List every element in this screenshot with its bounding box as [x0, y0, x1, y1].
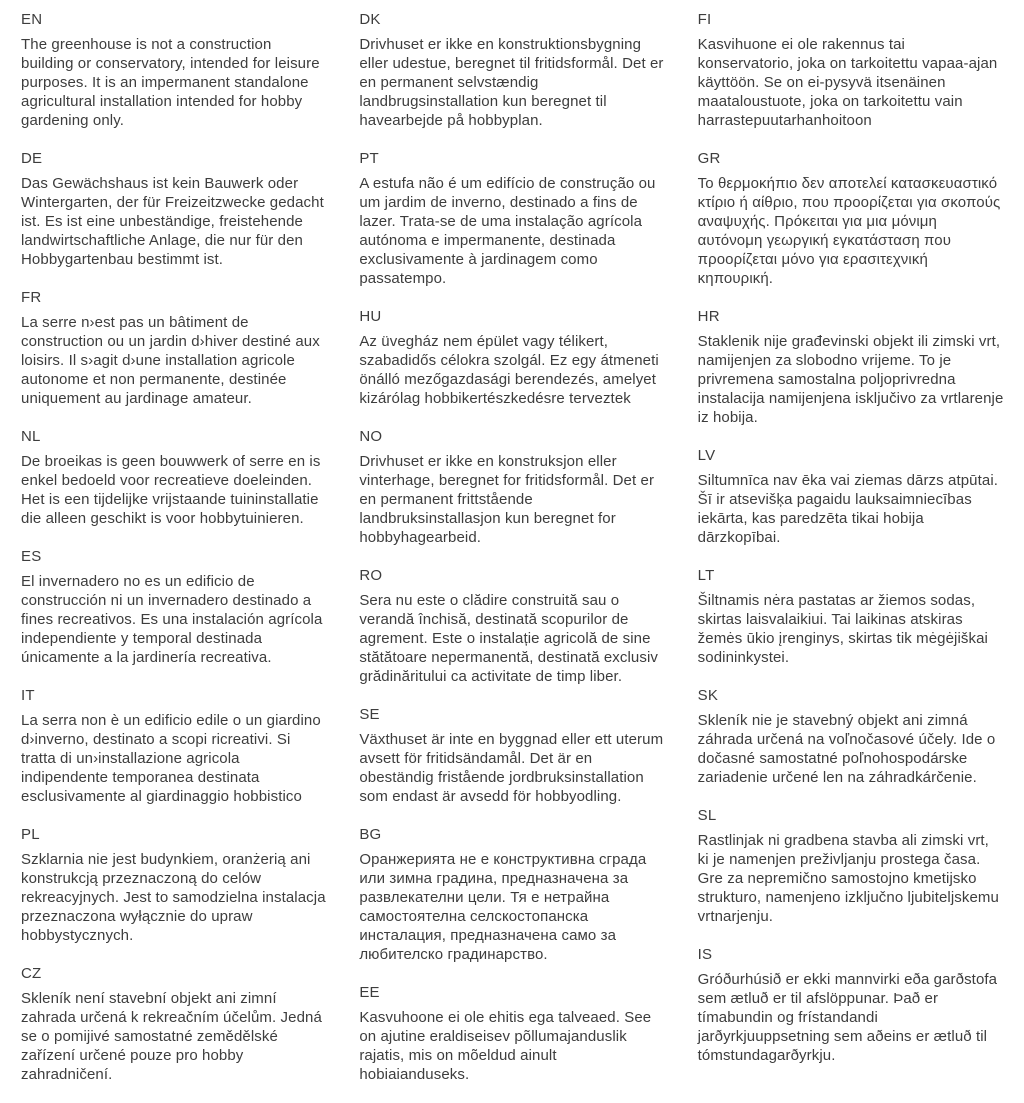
language-code: EE: [359, 984, 380, 1001]
language-text: Оранжерията не е конструктивна сграда или зимна градина, предназначена за развлекателни цели. Тя е нетрайна самостоятелна селскостопанска инсталация, предназначена само за любителско градинарство.: [359, 851, 647, 963]
language-entry: [21, 10, 327, 130]
column-right: [698, 10, 1004, 1103]
language-text: Siltumnīca nav ēka vai ziemas dārzs atpūtai. Šī ir atsevišķa pagaidu lauksaimniecības iekārta, kas paredzēta tikai hobija dārzkopībai.: [697, 472, 999, 546]
language-entry: [698, 686, 1004, 787]
language-code: LV: [697, 447, 716, 464]
language-text: Sera nu este o clădire construită sau o verandă închisă, destinată scopurilor de agrement. Este o instalație agricolă de sine stătătoare nepermanentă, destinată exclusiv grădinăritului ca activitate de timp liber.: [359, 592, 658, 685]
language-text: Drivhuset er ikke en konstruksjon eller vinterhage, beregnet for fritidsformål. Det er en permanent frittstående landbruksinstallasjon kun beregnet for hobbyhagearbeid.: [359, 453, 655, 546]
language-code: EN: [21, 11, 43, 28]
language-entry: [359, 427, 665, 547]
language-entry: [698, 566, 1004, 667]
language-entry: [21, 964, 327, 1084]
language-text: Drivhuset er ikke en konstruktionsbygning eller udestue, beregnet til fritidsformål. Det er en permanent selvstændig landbrugsinstallation kun beregnet til havearbejde på hobbyplan.: [359, 36, 664, 129]
language-code: DE: [21, 150, 43, 167]
language-entry: [698, 806, 1004, 926]
language-text: De broeikas is geen bouwwerk of serre en is enkel bedoeld voor recreatieve doeleinden. Het is een tijdelijke vrijstaande tuininstallatie die alleen geschikt is voor hobbytuinieren.: [21, 453, 321, 527]
language-entry: [21, 825, 327, 945]
language-code: HR: [697, 308, 720, 325]
language-code: BG: [359, 826, 382, 843]
language-code: HU: [359, 308, 382, 325]
language-entry: [359, 983, 665, 1084]
language-code: IT: [21, 687, 35, 704]
language-entry: [359, 705, 665, 806]
language-text: Szklarnia nie jest budynkiem, oranżerią ani konstrukcją przeznaczoną do celów rekreacyjnych. Jest to samodzielna instalacja przeznaczona wyłącznie do upraw hobbystycznych.: [21, 851, 326, 944]
language-entry: [698, 945, 1004, 1065]
language-text: Gróðurhúsið er ekki mannvirki eða garðstofa sem ætluð er til afslöppunar. Það er tímabundin og frístandandi jarðyrkjuuppsetning sem aðeins er ætluð til tómstundagarðyrkju.: [697, 971, 998, 1064]
language-text: La serre n›est pas un bâtiment de construction ou un jardin d›hiver destiné aux loisirs. Il s›agit d›une installation agricole autonome et non permanente, destinée uniquement au jardinage amateur.: [21, 314, 320, 407]
language-entry: [359, 10, 665, 130]
language-text: Rastlinjak ni gradbena stavba ali zimski vrt, ki je namenjen preživljanju prostega časa. Gre za nepremično samostojno kmetijsko strukturo, namenjeno izključno ljubiteljskemu vrtnarjenju.: [697, 832, 999, 925]
language-entry: [698, 446, 1004, 547]
language-text: Staklenik nije građevinski objekt ili zimski vrt, namijenjen za slobodno vrijeme. To je privremena samostalna poljoprivredna instalacija namijenjena isključivo za vrtlarenje iz hobija.: [697, 333, 1004, 426]
language-entry: [21, 149, 327, 269]
language-entry: [21, 686, 327, 806]
language-text: Kasvuhoone ei ole ehitis ega talveaed. See on ajutine eraldiseisev põllumajanduslik rajatis, mis on mõeldud ainult hobiaianduseks.: [359, 1009, 652, 1083]
language-entry: [21, 427, 327, 528]
language-entry: [359, 825, 665, 964]
language-text: El invernadero no es un edificio de construcción ni un invernadero destinado a fines recreativos. Es una instalación agrícola independiente y temporal destinada únicamente a la jardinería recreativa.: [21, 573, 323, 666]
language-code: LT: [697, 567, 715, 584]
language-code: FR: [21, 289, 42, 306]
language-text: Šiltnamis nėra pastatas ar žiemos sodas, skirtas laisvalaikiui. Tai laikinas atskiras žemės ūkio įrenginys, skirtas tik mėgėjiškai sodininkystei.: [697, 592, 988, 666]
language-code: SK: [697, 687, 719, 704]
language-code: SL: [697, 807, 717, 824]
language-code: GR: [697, 150, 721, 167]
language-code: CZ: [21, 965, 42, 982]
language-text: Az üvegház nem épület vagy télikert, szabadidős célokra szolgál. Ez egy átmeneti önálló mezőgazdasági berendezés, amelyet kizárólag hobbikertészkedésre terveztek: [359, 333, 659, 407]
language-entry: [698, 149, 1004, 288]
language-text: Kasvihuone ei ole rakennus tai konservatorio, joka on tarkoitettu vapaa-ajan käyttöön. Se on ei-pysyvä itsenäinen maataloustuote, joka on tarkoitettu vain harrastepuutarhanhoitoon: [697, 36, 998, 129]
language-entry: [359, 149, 665, 288]
language-text: The greenhouse is not a construction building or conservatory, intended for leisure purposes. It is an impermanent standalone agricultural installation intended for hobby gardening only.: [21, 36, 320, 129]
language-text: La serra non è un edificio edile o un giardino d›inverno, destinato a scopi ricreativi. Si tratta di un›installazione agricola indipendente temporanea destinata esclusivamente al giardinaggio hobbistico: [21, 712, 321, 805]
language-text: Skleník není stavební objekt ani zimní zahrada určená k rekreačním účelům. Jedná se o pomijivé samostatné zemědělské zařízení určené pouze pro hobby zahradničení.: [21, 990, 322, 1083]
language-code: DK: [359, 11, 381, 28]
language-text: Das Gewächshaus ist kein Bauwerk oder Wintergarten, der für Freizeitzwecke gedacht ist. Es ist eine unbeständige, freistehende landwirtschaftliche Anlage, die nur für den Hobbygartenbau bestimmt ist.: [21, 175, 324, 268]
language-code: PL: [21, 826, 40, 843]
language-code: NL: [21, 428, 41, 445]
language-text: Växthuset är inte en byggnad eller ett uterum avsett för fritidsändamål. Det är en obeständig fristående jordbruksinstallation som endast är avsedd för hobbyodling.: [359, 731, 664, 805]
language-code: PT: [359, 150, 379, 167]
language-entry: [21, 547, 327, 667]
language-entry: [359, 566, 665, 686]
language-entry: [698, 10, 1004, 130]
language-code: FI: [697, 11, 712, 28]
language-code: ES: [21, 548, 42, 565]
language-entry: [359, 307, 665, 408]
column-middle: [359, 10, 665, 1103]
language-code: IS: [697, 946, 713, 963]
language-text: Skleník nie je stavebný objekt ani zimná záhrada určená na voľnočasové účely. Ide o dočasné samostatné poľnohospodárske zariadenie určené len na záhradkárčenie.: [697, 712, 996, 786]
column-left: [21, 10, 327, 1103]
language-code: RO: [359, 567, 383, 584]
language-entry: [698, 307, 1004, 427]
language-code: NO: [359, 428, 383, 445]
language-text: Το θερμοκήπιο δεν αποτελεί κατασκευαστικό κτίριο ή αίθριο, που προορίζεται για σκοπούς αναψυχής. Πρόκειται για μια μόνιμη αυτόνομη γεωργική εγκατάσταση που προορίζεται μόνο για ερασιτεχνική κηπουρική.: [697, 175, 1001, 287]
language-code: SE: [359, 706, 380, 723]
language-text: A estufa não é um edifício de construção ou um jardim de inverno, destinado a fins de lazer. Trata-se de uma instalação agrícola autónoma e impermanente, destinada exclusivamente à jardinagem como passatempo.: [359, 175, 656, 287]
language-entry: [21, 288, 327, 408]
